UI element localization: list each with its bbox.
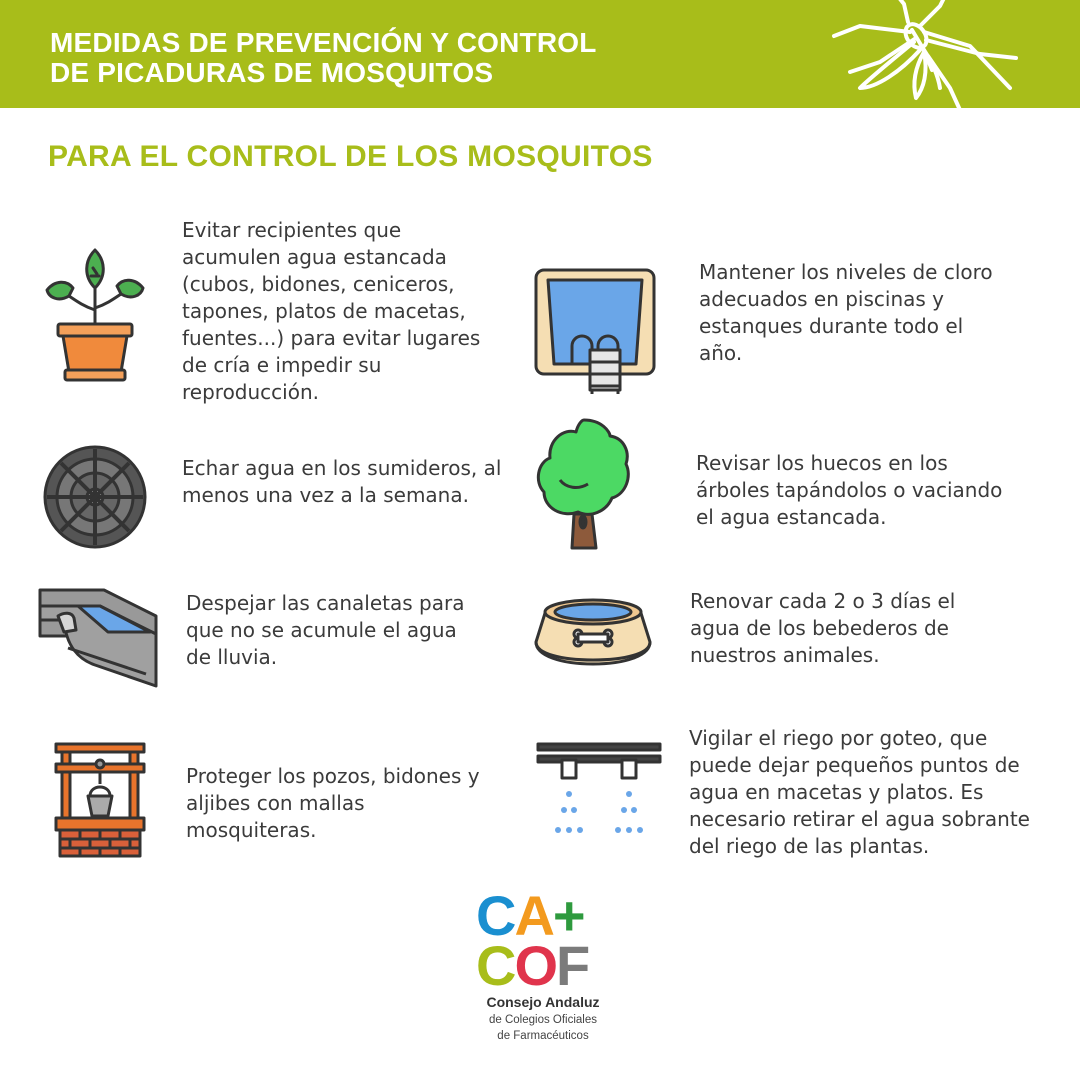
item-text-trees: Revisar los huecos en los árboles tapándolos o vaciando el agua estancada.: [696, 451, 1003, 529]
drip-irrigation-icon: [536, 742, 662, 836]
mosquito-icon: [820, 0, 1030, 112]
page-title: [50, 28, 597, 88]
cacof-logo: [470, 884, 620, 1058]
logo-org-sub1: de Colegios Oficiales: [488, 1014, 598, 1026]
item-text-gutters: Despejar las canaletas para que no se acumule el agua de lluvia.: [186, 591, 465, 669]
logo-letter-c2: C: [476, 934, 515, 997]
item-text-pet-bowls: Renovar cada 2 o 3 días el agua de los bebederos de nuestros animales.: [690, 589, 956, 667]
item-text-drains: Echar agua en los sumideros, al menos una vez a la semana.: [182, 456, 502, 507]
item-text-drip-irrigation: Vigilar el riego por goteo, que puede dejar pequeños puntos de agua en macetas y platos. Es necesario retirar el agua sobrante del riego de las plantas.: [689, 726, 1030, 858]
item-text-pool: Mantener los niveles de cloro adecuados en piscinas y estanques durante todo el año.: [699, 260, 993, 365]
drain-grate-icon: [42, 444, 148, 550]
swimming-pool-icon: [534, 268, 658, 396]
logo-letter-c1: C: [476, 884, 515, 947]
gutter-icon: [38, 586, 158, 692]
logo-letter-o: O: [514, 934, 557, 997]
water-well-icon: [54, 736, 146, 858]
logo-letter-f: F: [556, 934, 589, 997]
pet-bowl-icon: [534, 598, 652, 668]
logo-org-name: Consejo Andaluz: [486, 994, 600, 1010]
tree-icon: [536, 418, 632, 550]
header-banner: [0, 0, 1080, 108]
page-title-line1: MEDIDAS DE PREVENCIÓN Y CONTROL: [50, 27, 597, 58]
logo-letter-a: A: [514, 884, 553, 947]
section-title: PARA EL CONTROL DE LOS MOSQUITOS: [48, 140, 653, 173]
potted-plant-icon: [45, 248, 147, 384]
logo-plus-icon: +: [552, 884, 584, 947]
item-text-wells: Proteger los pozos, bidones y aljibes con mallas mosquiteras.: [186, 764, 480, 842]
logo-org-sub2: de Farmacéuticos: [497, 1030, 589, 1042]
logo-line2: [476, 934, 589, 997]
item-text-containers: Evitar recipientes que acumulen agua estancada (cubos, bidones, ceniceros, tapones, platos de macetas, fuentes...) para evitar lugares de cría e impedir su reproducción.: [182, 218, 481, 404]
page-title-line2: DE PICADURAS DE MOSQUITOS: [50, 57, 494, 88]
